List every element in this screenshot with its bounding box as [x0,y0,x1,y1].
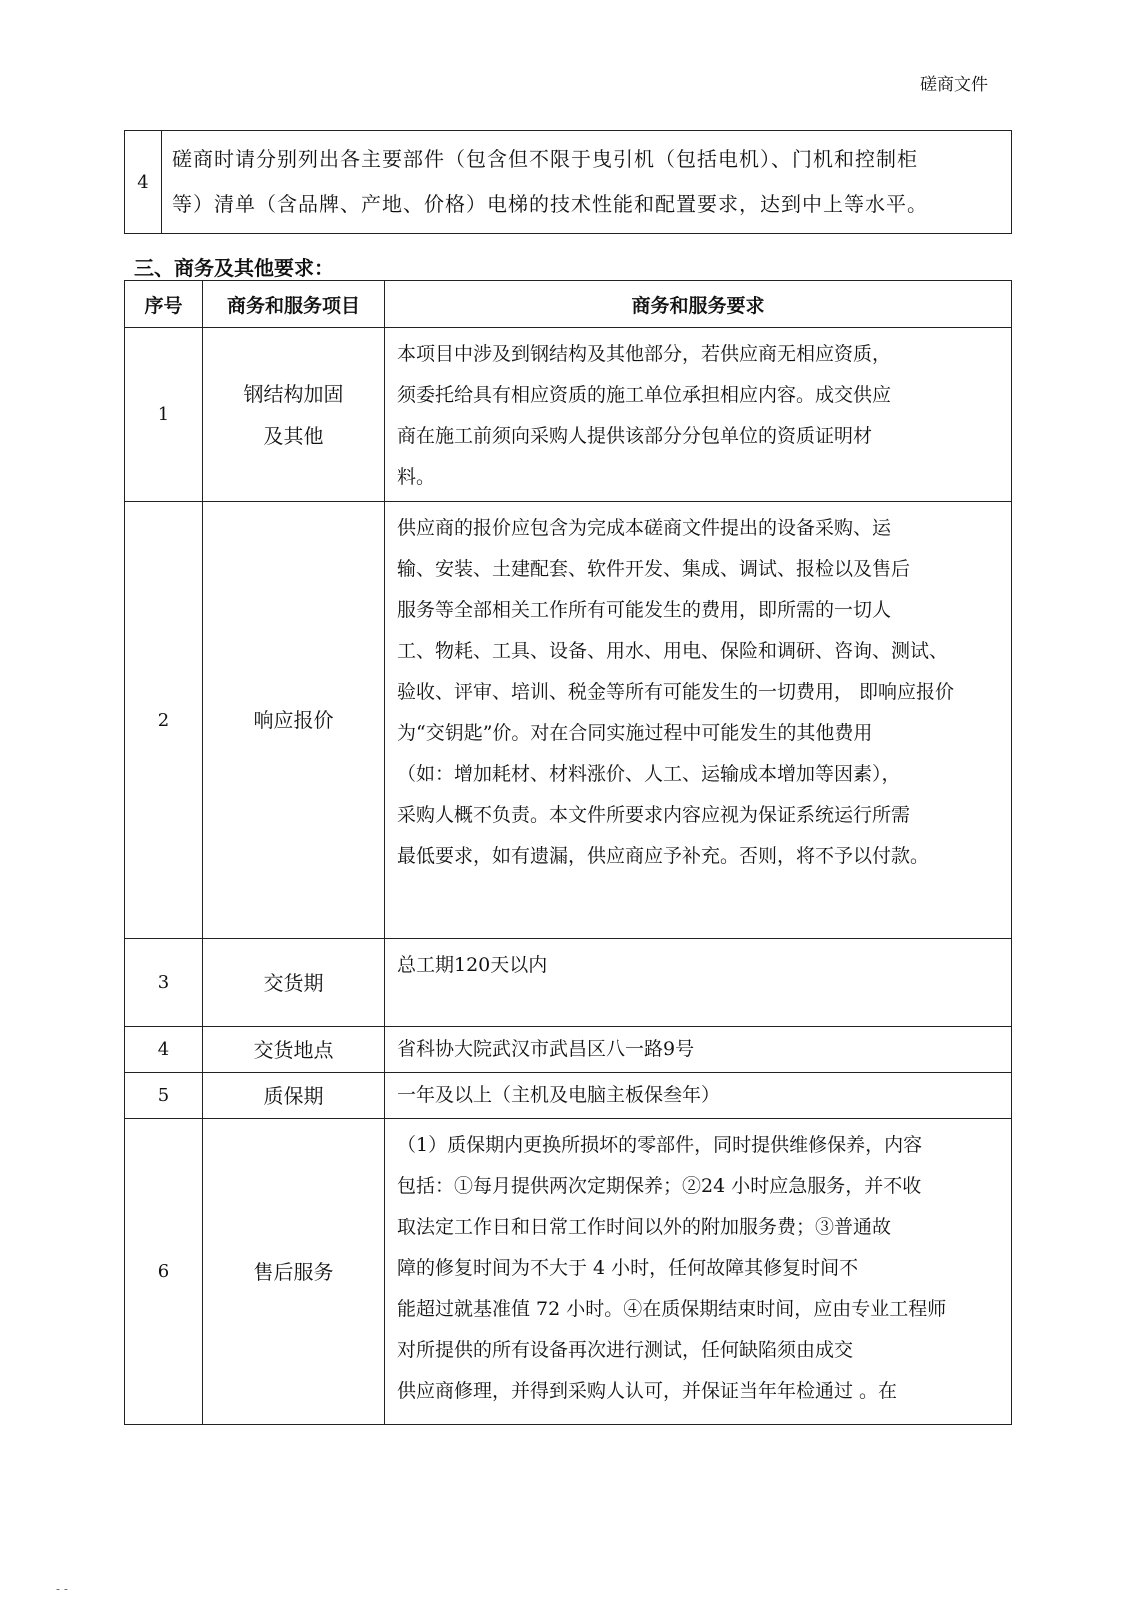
row-requirement [385,1073,1012,1119]
table-row [125,1119,1012,1425]
document-header-title: 磋商文件 [920,75,988,95]
section-heading: 三、商务及其他要求： [134,256,334,280]
requirement-line: 本项目中涉及到钢结构及其他部分，若供应商无相应资质， [397,343,892,365]
requirement-line: 总工期120天以内 [397,954,548,976]
item-line: 交货地点 [253,1037,334,1062]
requirement-line: 供应商的报价应包含为完成本磋商文件提出的设备采购、运 [397,517,892,539]
table-row [125,1073,1012,1119]
row-requirement [385,1119,1012,1425]
column-header-requirement: 商务和服务要求 [385,281,1012,328]
row-item [203,328,385,502]
requirement-line: 工、物耗、工具、设备、用水、用电、保险和调研、咨询、测试、 [397,640,949,662]
requirement-line: 取法定工作日和日常工作时间以外的附加服务费；③普通故 [397,1216,892,1238]
requirement-line: 一年及以上（主机及电脑主板保叁年） [397,1084,721,1106]
row-number: 6 [125,1119,203,1425]
requirement-line: 商在施工前须向采购人提供该部分分包单位的资质证明材 [397,425,873,447]
requirement-line: （1）质保期内更换所损坏的零部件，同时提供维修保养，内容 [397,1134,923,1156]
requirement-line: 为“交钥匙”价。对在合同实施过程中可能发生的其他费用 [397,722,873,744]
row-item [203,1119,385,1425]
row-requirement [385,502,1012,939]
row-requirement [385,328,1012,502]
requirement-line: 供应商修理，并得到采购人认可，并保证当年年检通过 。在 [397,1380,898,1402]
item-line: 钢结构加固 [243,381,344,406]
requirement-line: 对所提供的所有设备再次进行测试，任何缺陷须由成交 [397,1339,854,1361]
table-row [125,502,1012,939]
requirement-line: 能超过就基准值 72 小时。④在质保期结束时间，应由专业工程师 [397,1298,947,1320]
requirement-line: 包括：①每月提供两次定期保养；②24 小时应急服务，并不收 [397,1175,922,1197]
text-line: 等）清单（含品牌、产地、价格）电梯的技术性能和配置要求，达到中上等水平。 [172,192,928,216]
row-number: 4 [125,131,162,234]
row-number: 5 [125,1073,203,1119]
row-item [203,1027,385,1073]
text-line: 磋商时请分别列出各主要部件（包含但不限于曳引机（包括电机）、门机和控制柜 [172,147,918,171]
item-line: 交货期 [263,970,324,995]
requirement-text [162,131,1012,234]
row-item [203,502,385,939]
row-item [203,1073,385,1119]
requirement-line: 料。 [397,466,436,488]
row-number: 3 [125,939,203,1027]
row-number: 2 [125,502,203,939]
row-number: 1 [125,328,203,502]
item-line: 质保期 [263,1083,324,1108]
requirement-line: 最低要求，如有遗漏，供应商应予补充。否则，将不予以付款。 [397,845,930,867]
requirement-line: 输、安装、土建配套、软件开发、集成、调试、报检以及售后 [397,558,911,580]
requirement-line: 服务等全部相关工作所有可能发生的费用，即所需的一切人 [397,599,892,621]
item-line: 售后服务 [253,1259,334,1284]
table-header-row [125,281,1012,328]
business-requirements-table [124,280,1012,1425]
continued-requirements-table [124,130,1012,234]
table-row [125,1027,1012,1073]
column-header-item: 商务和服务项目 [203,281,385,328]
requirement-line: 省科协大院武汉市武昌区八一路9号 [397,1038,695,1060]
item-line: 响应报价 [253,708,334,732]
requirement-line: （如：增加耗材、材料涨价、人工、运输成本增加等因素）， [397,763,901,785]
page-footer-mark: - - [56,1582,68,1596]
table-row [125,131,1012,234]
row-requirement [385,939,1012,1027]
row-item [203,939,385,1027]
table-row [125,939,1012,1027]
row-requirement [385,1027,1012,1073]
requirement-line: 验收、评审、培训、税金等所有可能发生的一切费用， 即响应报价 [397,681,955,703]
requirement-line: 采购人概不负责。本文件所要求内容应视为保证系统运行所需 [397,804,911,826]
table-row [125,328,1012,502]
row-number: 4 [125,1027,203,1073]
requirement-line: 须委托给具有相应资质的施工单位承担相应内容。成交供应 [397,384,892,406]
requirement-line: 障的修复时间为不大于 4 小时，任何故障其修复时间不 [397,1257,859,1279]
item-line: 及其他 [263,423,324,448]
column-header-number: 序号 [125,281,203,328]
